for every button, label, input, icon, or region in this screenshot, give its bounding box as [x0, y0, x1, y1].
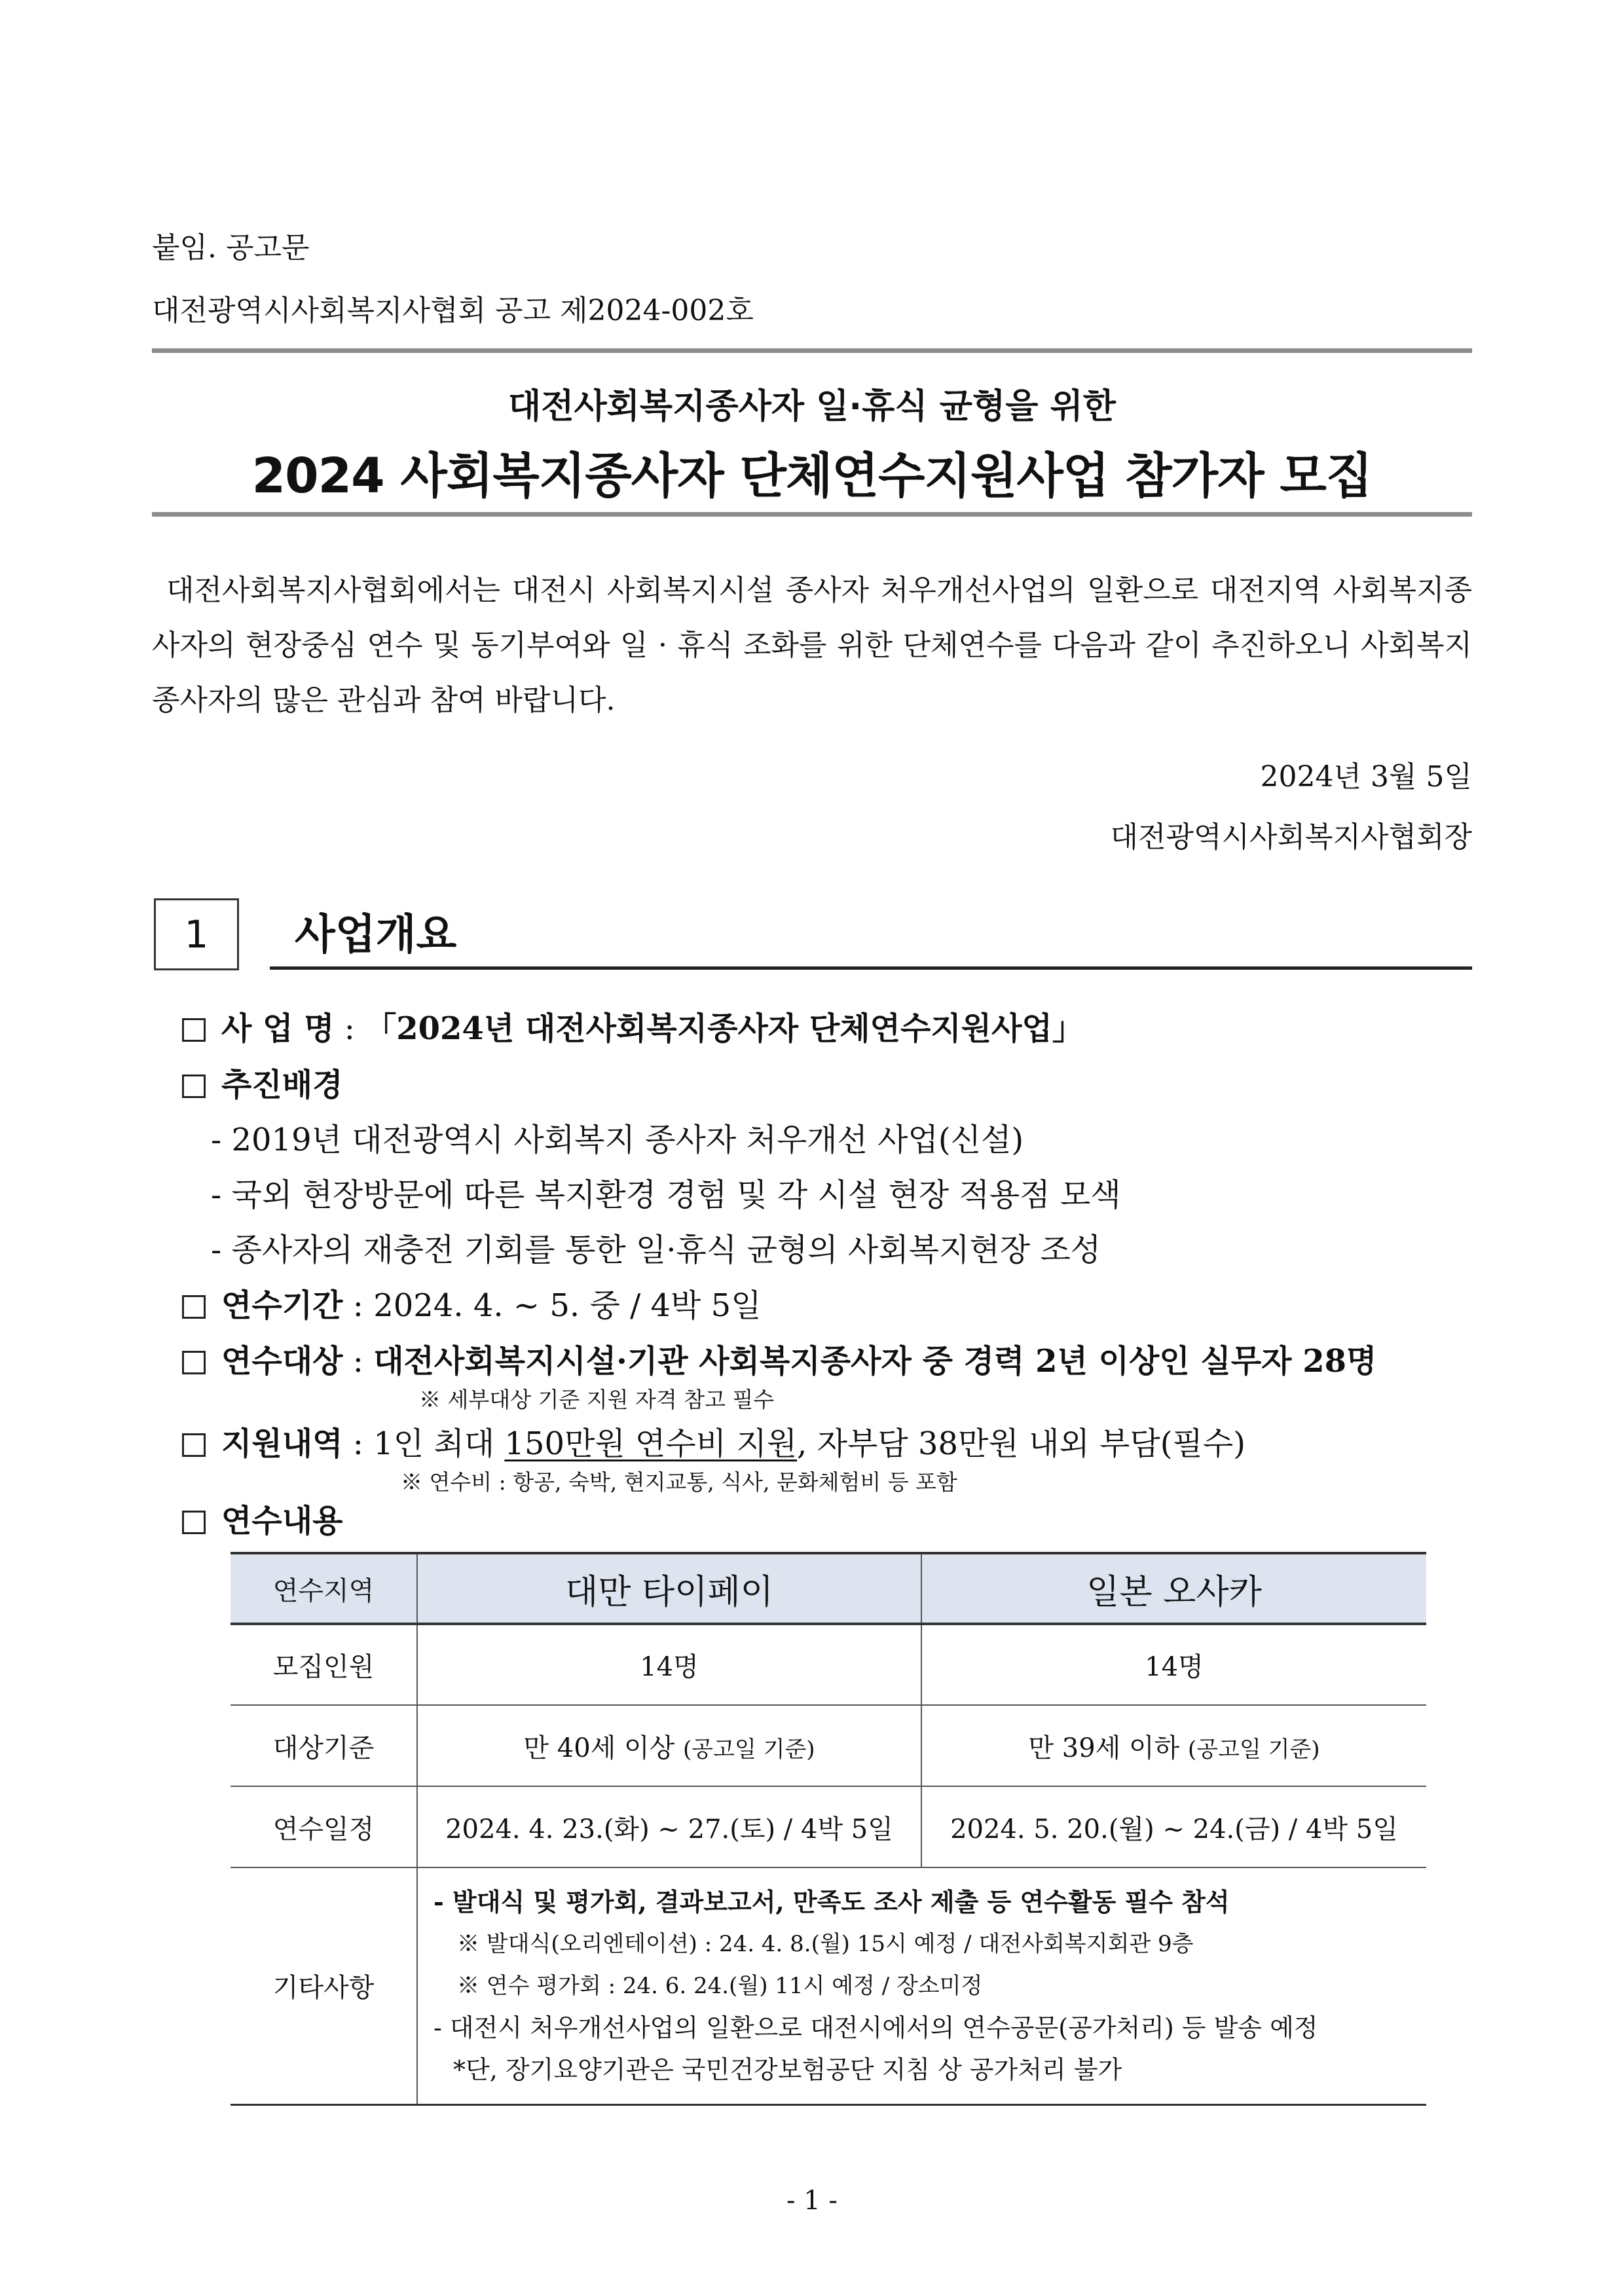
cell-taipei: [417, 1705, 921, 1786]
row-label: 기타사항: [231, 1867, 417, 2104]
page-title: 2024 사회복지종사자 단체연수지원사업 참가자 모집: [251, 448, 1373, 504]
cell-taipei-note: (공고일 기준): [683, 1736, 815, 1763]
etc-line: - 대전시 처우개선사업의 일환으로 대전시에서의 연수공문(공가처리) 등 발송 예정: [434, 2013, 1318, 2042]
checkbox-icon: [182, 1433, 206, 1457]
cell-taipei: 14명: [417, 1624, 921, 1705]
etc-line: ※ 연수 평가회 : 24. 6. 24.(월) 11시 예정 / 장소미정: [457, 1972, 983, 1999]
item-label: 연수내용: [221, 1503, 343, 1539]
table-row: [231, 1786, 1426, 1867]
item-period: [182, 1280, 762, 1325]
row-label: 대상기준: [231, 1705, 417, 1786]
item-label: 연수기간: [221, 1287, 343, 1324]
support-text-pre: 1인 최대: [373, 1425, 505, 1462]
title-bottom-rule: [152, 512, 1472, 517]
item-value: 2024. 4. ~ 5. 중 / 4박 5일: [373, 1287, 762, 1324]
header-region-label: 연수지역: [231, 1553, 417, 1624]
item-target: [182, 1336, 1376, 1381]
support-emphasis: 150만원 연수비 지원: [504, 1425, 798, 1462]
cell-osaka: 2024. 5. 20.(월) ~ 24.(금) / 4박 5일: [950, 1814, 1398, 1845]
colon: :: [344, 1010, 355, 1047]
table-row: [231, 1624, 1426, 1705]
checkbox-icon: [182, 1351, 206, 1374]
cell-taipei-value: 만 40세 이상: [523, 1733, 675, 1763]
background-point: - 국외 현장방문에 따른 복지환경 경험 및 각 시설 현장 적용점 모색: [211, 1177, 1121, 1213]
checkbox-icon: [182, 1511, 206, 1534]
signer: 대전광역시사회복지사협회장: [1110, 820, 1472, 854]
item-content: [182, 1496, 342, 1541]
item-value: 「2024년 대전사회복지종사자 단체연수지원사업」: [365, 1010, 1084, 1047]
title-top-rule: [152, 348, 1472, 353]
item-background: [182, 1059, 342, 1105]
table-row-etc: [231, 1867, 1426, 2104]
checkbox-icon: [182, 1295, 206, 1319]
notice-date: 2024년 3월 5일: [1260, 760, 1472, 794]
notice-number: 대전광역시사회복지사협회 공고 제2024-002호: [152, 294, 754, 327]
checkbox-icon: [182, 1018, 206, 1042]
cell-osaka-note: (공고일 기준): [1188, 1736, 1320, 1763]
section-title: 사업개요: [295, 911, 457, 959]
section-number: 1: [184, 912, 209, 957]
item-label: 연수대상: [221, 1343, 343, 1380]
item-label: 지원내역: [221, 1425, 343, 1462]
item-label: 사 업 명: [221, 1010, 335, 1047]
colon: :: [352, 1287, 363, 1324]
item-project-name: [182, 1003, 1084, 1048]
support-text-post: , 자부담 38만원 내외 부담(필수): [797, 1425, 1246, 1462]
etc-line: ※ 발대식(오리엔테이션) : 24. 4. 8.(월) 15시 예정 / 대전사회복지회관 9층: [457, 1930, 1194, 1957]
support-note: ※ 연수비 : 항공, 숙박, 현지교통, 식사, 문화체험비 등 포함: [401, 1469, 957, 1495]
row-label: 모집인원: [231, 1624, 417, 1705]
header-region-taipei: 대만 타이페이: [417, 1553, 921, 1624]
item-value: 대전사회복지시설·기관 사회복지종사자 중 경력 2년 이상인 실무자 28명: [373, 1343, 1377, 1380]
etc-line: *단, 장기요양기관은 국민건강보험공단 지침 상 공가처리 불가: [453, 2055, 1122, 2084]
cell-osaka-value: 만 39세 이하: [1028, 1733, 1180, 1763]
background-point: - 종사자의 재충전 기회를 통한 일·휴식 균형의 사회복지현장 조성: [211, 1232, 1101, 1268]
item-label: 추진배경: [221, 1067, 343, 1103]
background-point: - 2019년 대전광역시 사회복지 종사자 처우개선 사업(신설): [211, 1122, 1024, 1158]
attachment-label: 붙임. 공고문: [152, 231, 310, 265]
intro-paragraph: 대전사회복지사협회에서는 대전시 사회복지시설 종사자 처우개선사업의 일환으로 대전지역 사회복지종사자의 현장중심 연수 및 동기부여와 일 · 휴식 조화를 위한 단체연수를 다음과 같이 추진하오니 사회복지종사자의 많은 관심과 참여 바랍니다.: [152, 574, 1472, 717]
table-header-row: [231, 1553, 1426, 1624]
header-region-osaka: 일본 오사카: [1086, 1572, 1262, 1612]
cell-taipei: 2024. 4. 23.(화) ~ 27.(토) / 4박 5일: [417, 1786, 921, 1867]
subtitle: 대전사회복지종사자 일·휴식 균형을 위한: [507, 387, 1116, 426]
training-table: [231, 1552, 1426, 2106]
checkbox-icon: [182, 1074, 206, 1098]
colon: :: [352, 1343, 363, 1380]
colon: :: [352, 1425, 363, 1462]
etc-cell: [417, 1867, 1426, 2104]
section-underline: [270, 966, 1472, 970]
section-number-box: [154, 898, 239, 970]
table-row: [231, 1705, 1426, 1786]
target-note: ※ 세부대상 기준 지원 자격 참고 필수: [419, 1387, 775, 1412]
etc-line: - 발대식 및 평가회, 결과보고서, 만족도 조사 제출 등 연수활동 필수 참석: [434, 1886, 1230, 1917]
page-number: - 1 -: [786, 2186, 838, 2216]
cell-osaka: 14명: [1145, 1652, 1204, 1682]
item-support: [182, 1418, 1246, 1463]
row-label: 연수일정: [231, 1786, 417, 1867]
cell-osaka: [921, 1705, 1426, 1786]
